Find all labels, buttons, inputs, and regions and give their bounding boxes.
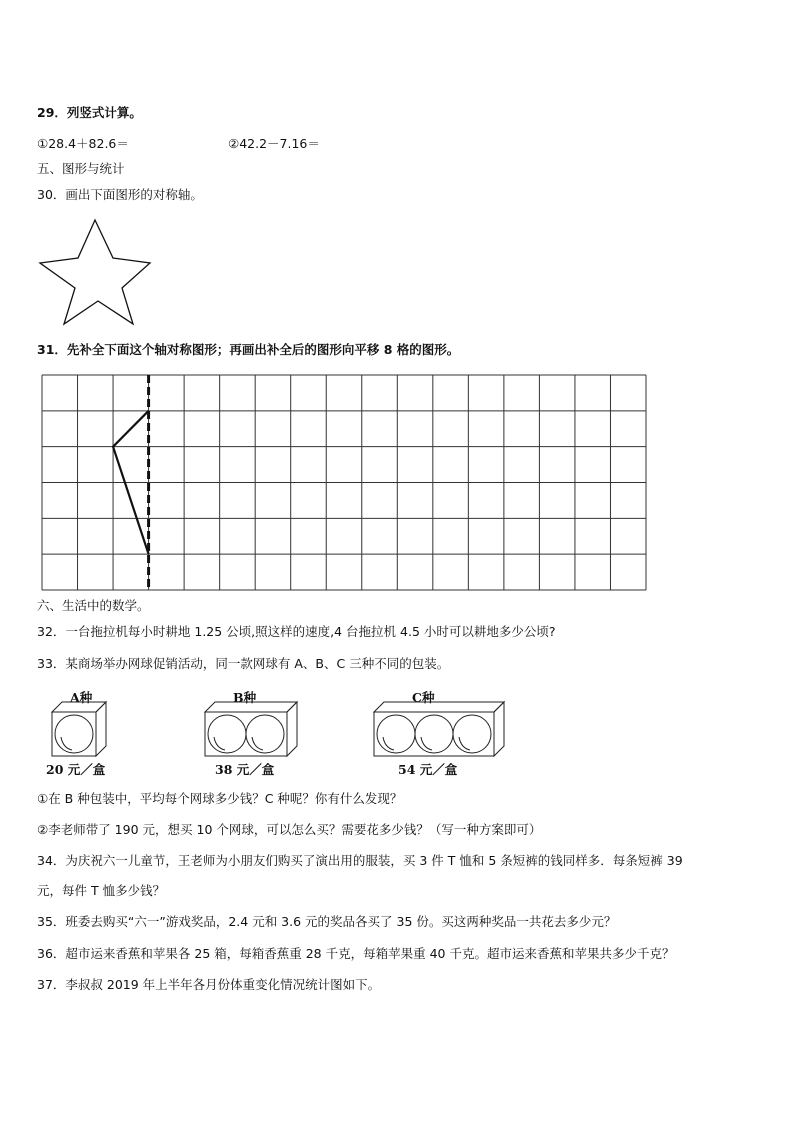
box-front — [52, 712, 96, 756]
q35-title: 35．班委去购买“六一”游戏奖品，2.4 元和 3.6 元的奖品各买了 35 份。买这两种奖品一共花去多少元？ — [37, 914, 617, 929]
box-side — [287, 702, 297, 756]
tennis-ball-seam — [214, 737, 225, 750]
section-6-heading: 六、生活中的数学。 — [37, 598, 150, 613]
grid-figure — [42, 375, 646, 590]
q32-title: 32．一台拖拉机每小时耕地 1.25 公顷,照这样的速度,4 台拖拉机 4.5 小时可以耕地多少公顷? — [37, 624, 556, 639]
package-b-box — [205, 702, 295, 758]
box-side — [96, 702, 106, 756]
q29-item-2: ②42.2－7.16＝ — [228, 136, 320, 151]
q34-line-2: 元，每件 T 恤多少钱？ — [37, 883, 166, 898]
box-side — [494, 702, 504, 756]
package-b-price: 38 元／盒 — [215, 762, 275, 777]
tennis-ball-seam — [252, 737, 263, 750]
package-c-price: 54 元／盒 — [398, 762, 458, 777]
q36-title: 36．超市运来香蕉和苹果各 25 箱，每箱香蕉重 28 千克，每箱苹果重 40 千克。超市运来香蕉和苹果共多少千克？ — [37, 946, 675, 961]
q37-title: 37．李叔叔 2019 年上半年各月份体重变化情况统计图如下。 — [37, 977, 381, 992]
tennis-ball-seam — [383, 737, 394, 750]
tennis-ball — [246, 715, 284, 753]
q34-line-1: 34．为庆祝六一儿童节，王老师为小朋友们购买了演出用的服装，买 3 件 T 恤和 5 条短裤的钱同样多．每条短裤 39 — [37, 853, 683, 868]
tennis-ball-seam — [459, 737, 470, 750]
tennis-ball-seam — [61, 737, 72, 750]
tennis-ball — [377, 715, 415, 753]
package-c-label: C种 — [412, 690, 435, 705]
q33-sub-2: ②李老师带了 190 元，想买 10 个网球，可以怎么买？需要花多少钱？（写一种方案即可） — [37, 822, 542, 837]
package-a-label: A种 — [70, 690, 93, 705]
box-top — [205, 702, 297, 712]
package-c-box — [374, 702, 498, 758]
star-figure — [38, 218, 156, 330]
tennis-ball-seam — [421, 737, 432, 750]
package-a-box — [52, 702, 104, 758]
q29-title: 29．列竖式计算。 — [37, 105, 142, 120]
box-top — [374, 702, 504, 712]
q29-item-1: ①28.4＋82.6＝ — [37, 136, 129, 151]
package-a-price: 20 元／盒 — [46, 762, 106, 777]
q33-title: 33．某商场举办网球促销活动，同一款网球有 A、B、C 三种不同的包装。 — [37, 656, 450, 671]
tennis-ball — [453, 715, 491, 753]
tennis-ball — [208, 715, 246, 753]
q30-title: 30．画出下面图形的对称轴。 — [37, 187, 203, 202]
section-5-heading: 五、图形与统计 — [37, 161, 125, 176]
q33-sub-1: ①在 B 种包装中，平均每个网球多少钱？C 种呢？你有什么发现？ — [37, 791, 403, 806]
tennis-ball — [415, 715, 453, 753]
q31-title: 31．先补全下面这个轴对称图形；再画出补全后的图形向平移 8 格的图形。 — [37, 342, 460, 357]
package-b-label: B种 — [233, 690, 257, 705]
tennis-ball — [55, 715, 93, 753]
